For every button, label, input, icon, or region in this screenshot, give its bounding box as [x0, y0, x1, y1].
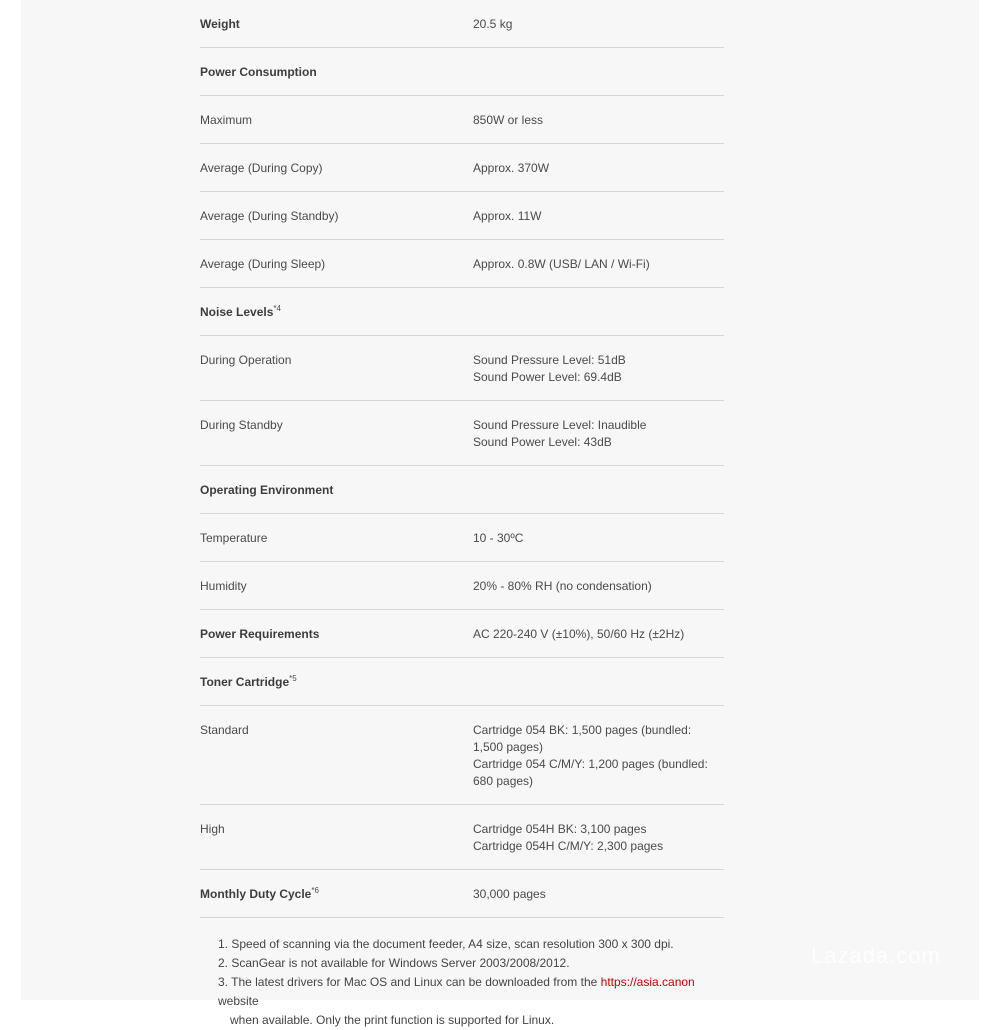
- spec-label: [200, 64, 473, 81]
- spec-label: [200, 160, 473, 177]
- spec-label-text: Weight: [200, 17, 240, 31]
- spec-value-line: Sound Pressure Level: Inaudible: [473, 418, 647, 432]
- spec-row: [200, 336, 724, 401]
- spec-value: [473, 417, 724, 451]
- spec-row: [200, 466, 724, 514]
- spec-row: [200, 870, 724, 918]
- spec-label-text: During Operation: [200, 353, 292, 367]
- spec-label-text: During Standby: [200, 418, 283, 432]
- spec-row: [200, 96, 724, 144]
- spec-label-text: Power Consumption: [200, 65, 317, 79]
- spec-value: [473, 722, 724, 790]
- spec-value: [473, 626, 724, 643]
- spec-label-text: Noise Levels: [200, 305, 274, 319]
- spec-page: [21, 0, 979, 1027]
- spec-value: [473, 160, 724, 177]
- footnote-ref: *6: [311, 886, 319, 895]
- spec-row: [200, 48, 724, 96]
- spec-value: [473, 16, 724, 33]
- spec-value-line: 850W or less: [473, 113, 544, 127]
- spec-label: [200, 112, 473, 129]
- footnote-3-continued: when available. Only the print function is supported for Linux.: [230, 1013, 555, 1027]
- spec-row: [200, 144, 724, 192]
- spec-value: [473, 482, 724, 499]
- spec-row: [200, 706, 724, 805]
- spec-value-line: Approx. 370W: [473, 161, 550, 175]
- spec-label: [200, 304, 473, 321]
- spec-label: [200, 821, 473, 855]
- spec-label: [200, 722, 473, 790]
- footnote-3-text: 3. The latest drivers for Mac OS and Linux can be downloaded from the: [218, 975, 601, 989]
- spec-value: [473, 256, 724, 273]
- footnote-1: 1. Speed of scanning via the document feeder, A4 size, scan resolution 300 x 300 dpi.: [218, 937, 674, 951]
- spec-value: [473, 578, 724, 595]
- spec-label-text: High: [200, 822, 225, 836]
- footnotes: [218, 935, 738, 1030]
- spec-label: [200, 578, 473, 595]
- spec-value-line: AC 220-240 V (±10%), 50/60 Hz (±2Hz): [473, 627, 685, 641]
- spec-value-line: Sound Power Level: 69.4dB: [473, 370, 622, 384]
- spec-label-text: Temperature: [200, 531, 268, 545]
- spec-label: [200, 208, 473, 225]
- spec-value-line: Sound Power Level: 43dB: [473, 435, 612, 449]
- spec-label-text: Maximum: [200, 113, 253, 127]
- spec-value-line: Cartridge 054H C/M/Y: 2,300 pages: [473, 839, 664, 853]
- spec-row: [200, 401, 724, 466]
- spec-label-text: Standard: [200, 723, 249, 737]
- footnote-2: 2. ScanGear is not available for Windows Server 2003/2008/2012.: [218, 956, 570, 970]
- spec-label: [200, 674, 473, 691]
- spec-value-line: Sound Pressure Level: 51dB: [473, 353, 626, 367]
- spec-row: [200, 658, 724, 706]
- spec-label: [200, 886, 473, 903]
- spec-value-line: 20.5 kg: [473, 17, 513, 31]
- spec-row: [200, 805, 724, 870]
- spec-label: [200, 482, 473, 499]
- spec-label-text: Average (During Sleep): [200, 257, 326, 271]
- spec-label: [200, 626, 473, 643]
- spec-label: [200, 417, 473, 451]
- spec-value: [473, 304, 724, 321]
- spec-value: [473, 64, 724, 81]
- spec-value-line: 30,000 pages: [473, 887, 546, 901]
- spec-value: [473, 821, 724, 855]
- spec-value-line: 20% - 80% RH (no condensation): [473, 579, 652, 593]
- spec-value: [473, 208, 724, 225]
- spec-row: [200, 562, 724, 610]
- spec-label-text: Operating Environment: [200, 483, 334, 497]
- spec-value-line: 10 - 30ºC: [473, 531, 524, 545]
- spec-label-text: Average (During Copy): [200, 161, 323, 175]
- spec-value-line: Approx. 11W: [473, 209, 542, 223]
- spec-value: [473, 674, 724, 691]
- spec-value: [473, 886, 724, 903]
- spec-label: [200, 256, 473, 273]
- footnote-3-suffix: website: [218, 994, 259, 1008]
- spec-value-line: Cartridge 054 C/M/Y: 1,200 pages (bundled: 680 pages): [473, 757, 708, 788]
- spec-value-line: Approx. 0.8W (USB/ LAN / Wi-Fi): [473, 257, 650, 271]
- spec-table: [200, 0, 724, 918]
- spec-value: [473, 112, 724, 129]
- watermark: Lazada.com: [811, 943, 941, 968]
- spec-row: [200, 0, 724, 48]
- spec-label-text: Humidity: [200, 579, 247, 593]
- spec-row: [200, 240, 724, 288]
- spec-row: [200, 192, 724, 240]
- spec-label-text: Power Requirements: [200, 627, 320, 641]
- canon-link[interactable]: https://asia.canon: [600, 975, 695, 989]
- spec-label-text: Toner Cartridge: [200, 675, 290, 689]
- spec-label-text: Monthly Duty Cycle: [200, 887, 312, 901]
- spec-value-line: Cartridge 054H BK: 3,100 pages: [473, 822, 647, 836]
- footnote-ref: *4: [273, 304, 281, 313]
- footnote-3: [218, 973, 738, 1011]
- spec-label: [200, 352, 473, 386]
- spec-row: [200, 514, 724, 562]
- spec-value: [473, 352, 724, 386]
- spec-value-line: Cartridge 054 BK: 1,500 pages (bundled: 1,500 pages): [473, 723, 692, 754]
- spec-value: [473, 530, 724, 547]
- spec-row: [200, 288, 724, 336]
- footnote-ref: *5: [289, 674, 297, 683]
- spec-label: [200, 16, 473, 33]
- spec-label-text: Average (During Standby): [200, 209, 339, 223]
- spec-label: [200, 530, 473, 547]
- spec-row: [200, 610, 724, 658]
